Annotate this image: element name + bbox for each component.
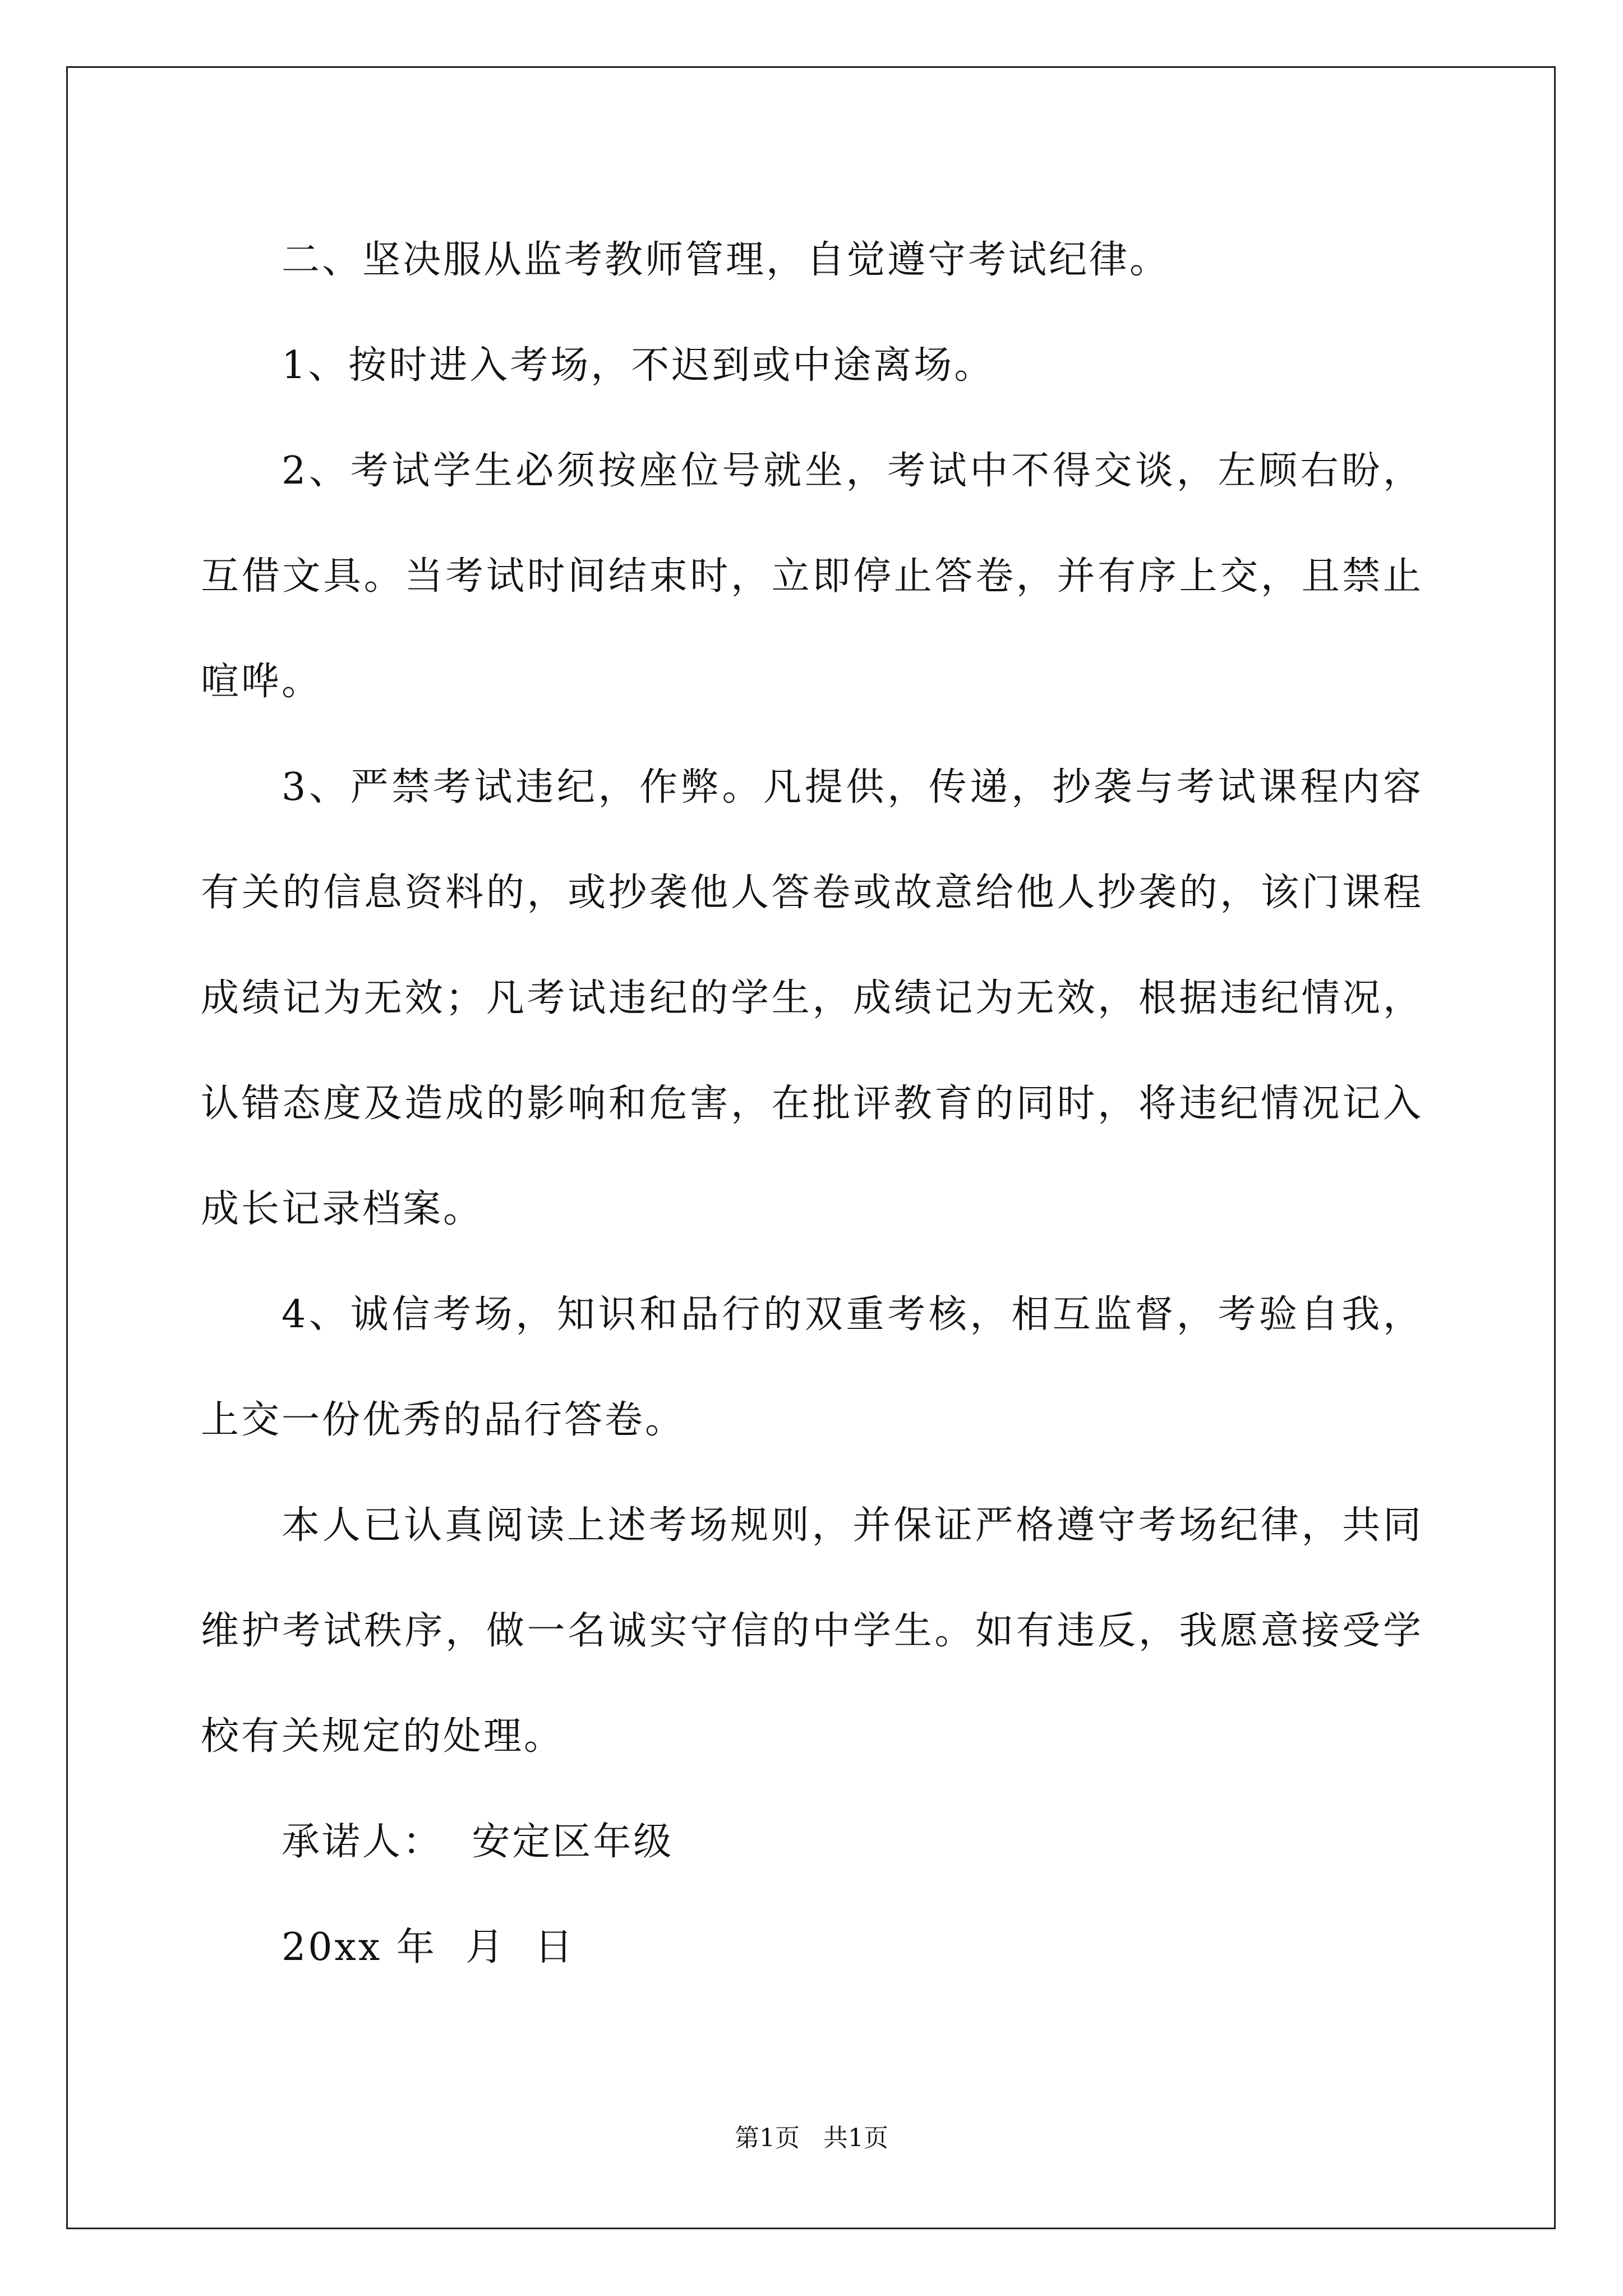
document-body bbox=[201, 208, 1423, 2000]
paragraph-item-2: 2、考试学生必须按座位号就坐，考试中不得交谈，左顾右盼，互借文具。当考试时间结束时，立即停止答卷，并有序上交，且禁止喧哗。 bbox=[201, 449, 1423, 704]
paragraph-item-3: 3、严禁考试违纪，作弊。凡提供，传递，抄袭与考试课程内容有关的信息资料的，或抄袭他人答卷或故意给他人抄袭的，该门课程成绩记为无效；凡考试违纪的学生，成绩记为无效，根据违纪情况，认错态度及造成的影响和危害，在批评教育的同时，将违纪情况记入成长记录档案。 bbox=[201, 765, 1423, 1231]
page-number: 第1页 bbox=[735, 2124, 800, 2152]
signature-line: 承诺人： 安定区年级 bbox=[282, 1820, 674, 1864]
paragraph-item-4: 4、诚信考场，知识和品行的双重考核，相互监督，考验自我，上交一份优秀的品行答卷。 bbox=[201, 1292, 1423, 1442]
paragraph-rule-2: 二、坚决服从监考教师管理，自觉遵守考试纪律。 bbox=[282, 238, 1170, 282]
paragraph-item-1: 1、按时进入考场，不迟到或中途离场。 bbox=[282, 343, 995, 388]
date-line: 20xx 年 月 日 bbox=[282, 1925, 575, 1970]
paragraph-pledge: 本人已认真阅读上述考场规则，并保证严格遵守考场纪律，共同维护考试秩序，做一名诚实守信的中学生。如有违反，我愿意接受学校有关规定的处理。 bbox=[201, 1503, 1423, 1759]
page-total: 共1页 bbox=[823, 2124, 888, 2152]
page-footer bbox=[0, 2122, 1623, 2155]
